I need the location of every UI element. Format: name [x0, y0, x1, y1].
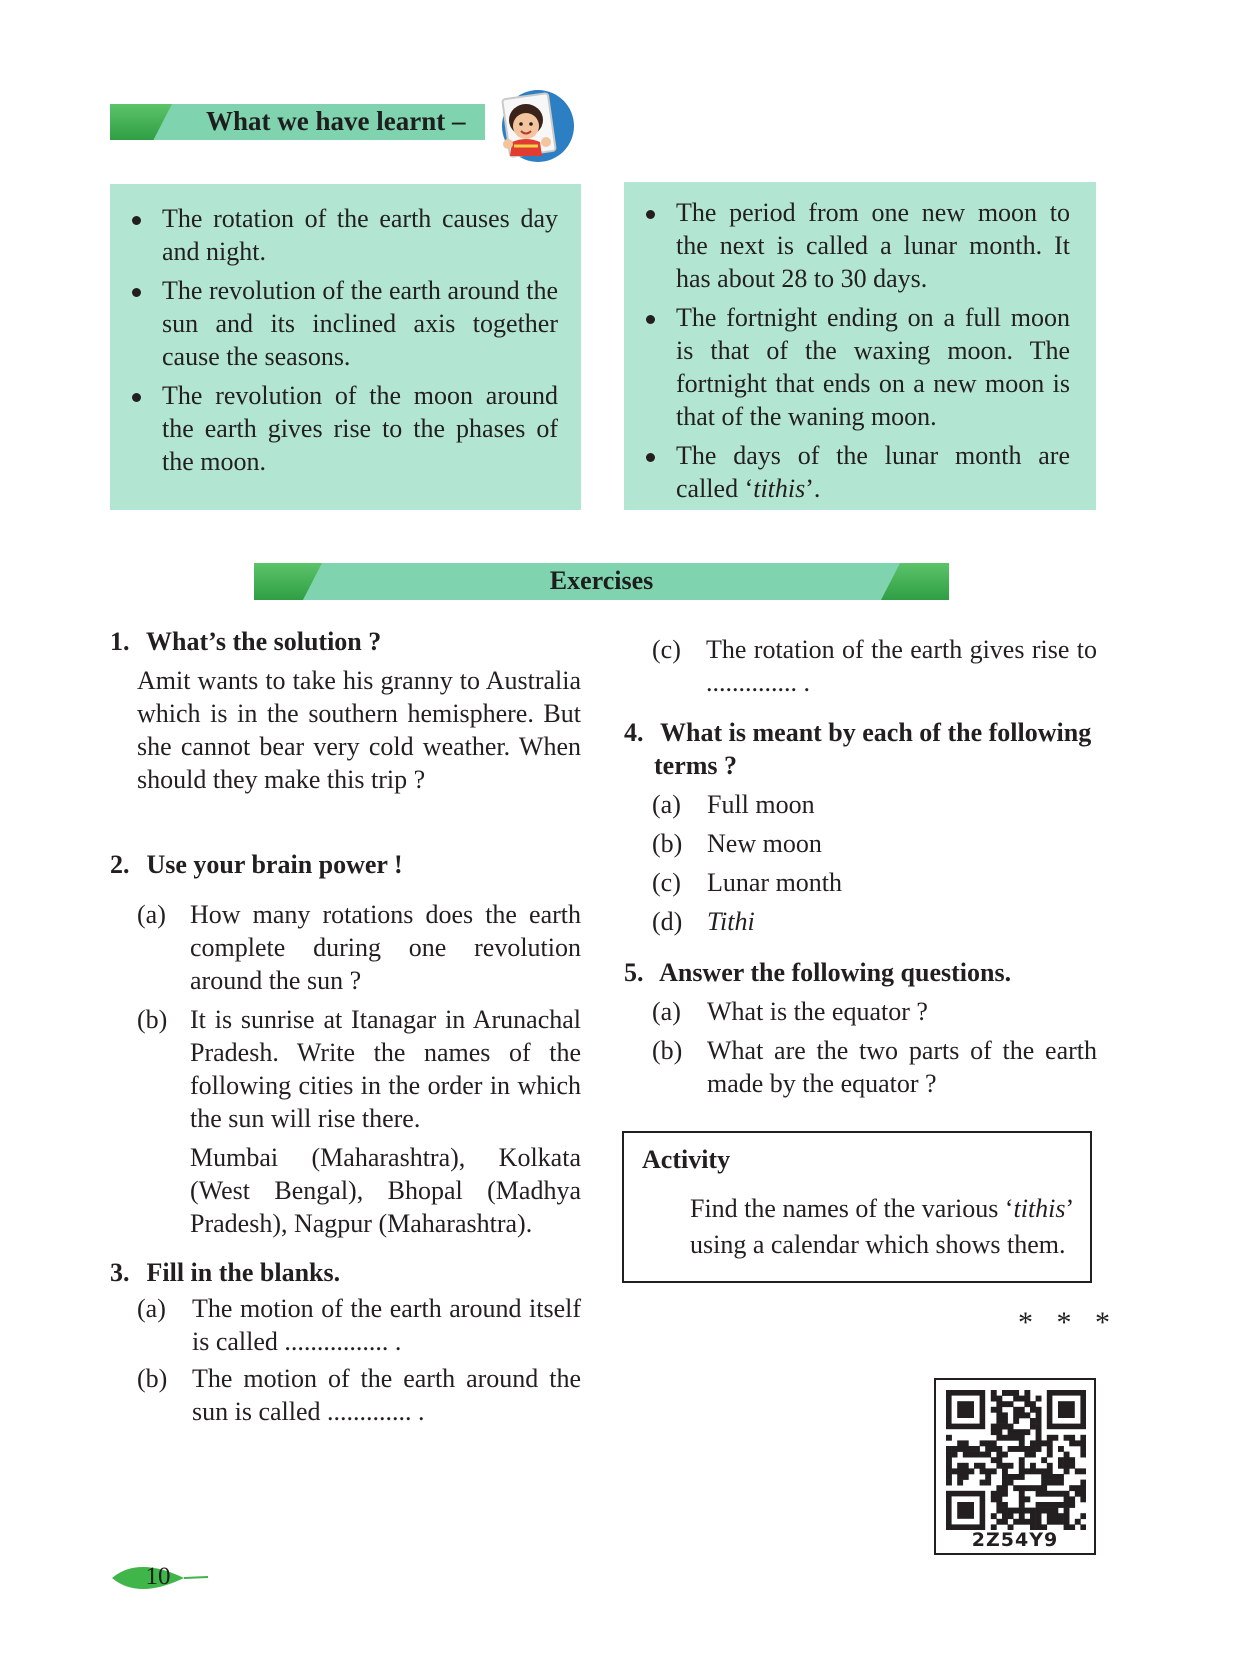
question-4c: [652, 866, 952, 899]
question-3-heading: [110, 1256, 340, 1289]
learnt-title: What we have learnt –: [206, 106, 466, 136]
exercises-banner: [254, 563, 949, 600]
qr-code-label: 2Z54Y9: [971, 1529, 1059, 1551]
question-4d: [652, 905, 952, 938]
question-5-heading: [624, 956, 1011, 989]
question-1-text: Amit wants to take his granny to Australia which is in the southern hemisphere. But she cannot bear very cold weather. When should they make this trip ?: [137, 666, 581, 794]
tithis-point-after: ’.: [805, 474, 821, 503]
question-4-heading-cont: terms ?: [654, 751, 738, 780]
activity-box: [622, 1131, 1092, 1283]
activity-text-after: ’ using a calendar which shows them.: [690, 1194, 1073, 1259]
item-text: What are the two parts of the earth made by the equator ?: [707, 1036, 1097, 1098]
question-number: 3.: [110, 1258, 130, 1287]
learnt-banner: [110, 104, 485, 140]
qr-code[interactable]: [934, 1378, 1096, 1555]
question-2b-cities: Mumbai (Maharashtra), Kolkata (West Bengal), Bhopal (Madhya Pradesh), Nagpur (Maharashtra).: [190, 1143, 581, 1238]
question-number: 4.: [624, 718, 644, 747]
question-5b: [652, 1034, 1097, 1102]
activity-text-before: Find the names of the various ‘: [690, 1194, 1014, 1223]
item-label: (d): [652, 907, 683, 936]
item-label: (a): [137, 900, 166, 929]
tithis-word: tithis: [753, 474, 806, 503]
item-text: Tithi: [707, 907, 755, 936]
item-label: (a): [137, 1294, 166, 1323]
learnt-point: The period from one new moon to the next is called a lunar month. It has about 28 to 30 days.: [624, 196, 1070, 295]
item-label: (a): [652, 790, 681, 819]
question-2a: [137, 898, 581, 998]
question-number: 5.: [624, 958, 644, 987]
girl-mascot-icon: [486, 86, 576, 178]
question-3a: [137, 1292, 581, 1360]
item-label: (b): [652, 1036, 683, 1065]
qr-code-icon: [946, 1390, 1086, 1530]
question-title: What is meant by each of the following: [660, 718, 1092, 747]
item-text: Full moon: [707, 790, 815, 819]
question-5a: [652, 995, 1097, 1028]
question-2b: [137, 1003, 581, 1137]
item-label: (b): [137, 1005, 168, 1034]
question-title: Answer the following questions.: [659, 958, 1012, 987]
item-text: Lunar month: [707, 868, 843, 897]
learnt-summary-right: [624, 182, 1096, 510]
item-label: (b): [652, 829, 683, 858]
activity-title: Activity: [642, 1145, 731, 1174]
learnt-point: The fortnight ending on a full moon is that of the waxing moon. The fortnight that ends on a new moon is that of the waning moon.: [624, 301, 1070, 433]
learnt-summary-left: [110, 184, 581, 510]
item-text: It is sunrise at Itanagar in Arunachal Pradesh. Write the names of the following cities in the order in which the sun will rise there.: [190, 1005, 581, 1133]
item-label: (b): [137, 1364, 168, 1393]
tithis-word: tithis: [1013, 1194, 1066, 1223]
question-4-heading: [624, 716, 1091, 749]
item-label: (a): [652, 997, 681, 1026]
learnt-point: The revolution of the moon around the earth gives rise to the phases of the moon.: [110, 379, 558, 478]
exercises-title: Exercises: [549, 566, 654, 595]
activity-text: [690, 1191, 1080, 1263]
page-number: 10: [145, 1563, 171, 1590]
item-text: What is the equator ?: [707, 997, 928, 1026]
question-4b: [652, 827, 952, 860]
item-text: The motion of the earth around itself is called ................ .: [192, 1294, 581, 1356]
question-2-heading: [110, 848, 403, 881]
learnt-point-tithis: [624, 439, 1070, 505]
learnt-list-left: [110, 202, 558, 478]
item-text: New moon: [707, 829, 822, 858]
item-text: How many rotations does the earth complete during one revolution around the sun ?: [190, 900, 581, 995]
end-mark: * * *: [1018, 1306, 1118, 1339]
banner-tab: [110, 104, 172, 140]
tithis-point-before: The days of the lunar month are called ‘: [676, 441, 1070, 503]
item-label: (c): [652, 868, 681, 897]
item-text: The motion of the earth around the sun is called ............. .: [192, 1364, 581, 1426]
question-title: Use your brain power !: [146, 850, 403, 879]
question-number: 2.: [110, 850, 130, 879]
learnt-list-right: [624, 196, 1070, 505]
question-title: What’s the solution ?: [146, 627, 382, 656]
learnt-point: The revolution of the earth around the sun and its inclined axis together cause the seasons.: [110, 274, 558, 373]
question-number: 1.: [110, 627, 130, 656]
question-4a: [652, 788, 952, 821]
question-3b: [137, 1362, 581, 1430]
item-text: The rotation of the earth gives rise to .............. .: [706, 635, 1097, 697]
question-1-heading: [110, 625, 381, 658]
item-label: (c): [652, 635, 681, 664]
learnt-point: The rotation of the earth causes day and night.: [110, 202, 558, 268]
question-3c: [652, 633, 1097, 701]
question-title: Fill in the blanks.: [146, 1258, 341, 1287]
